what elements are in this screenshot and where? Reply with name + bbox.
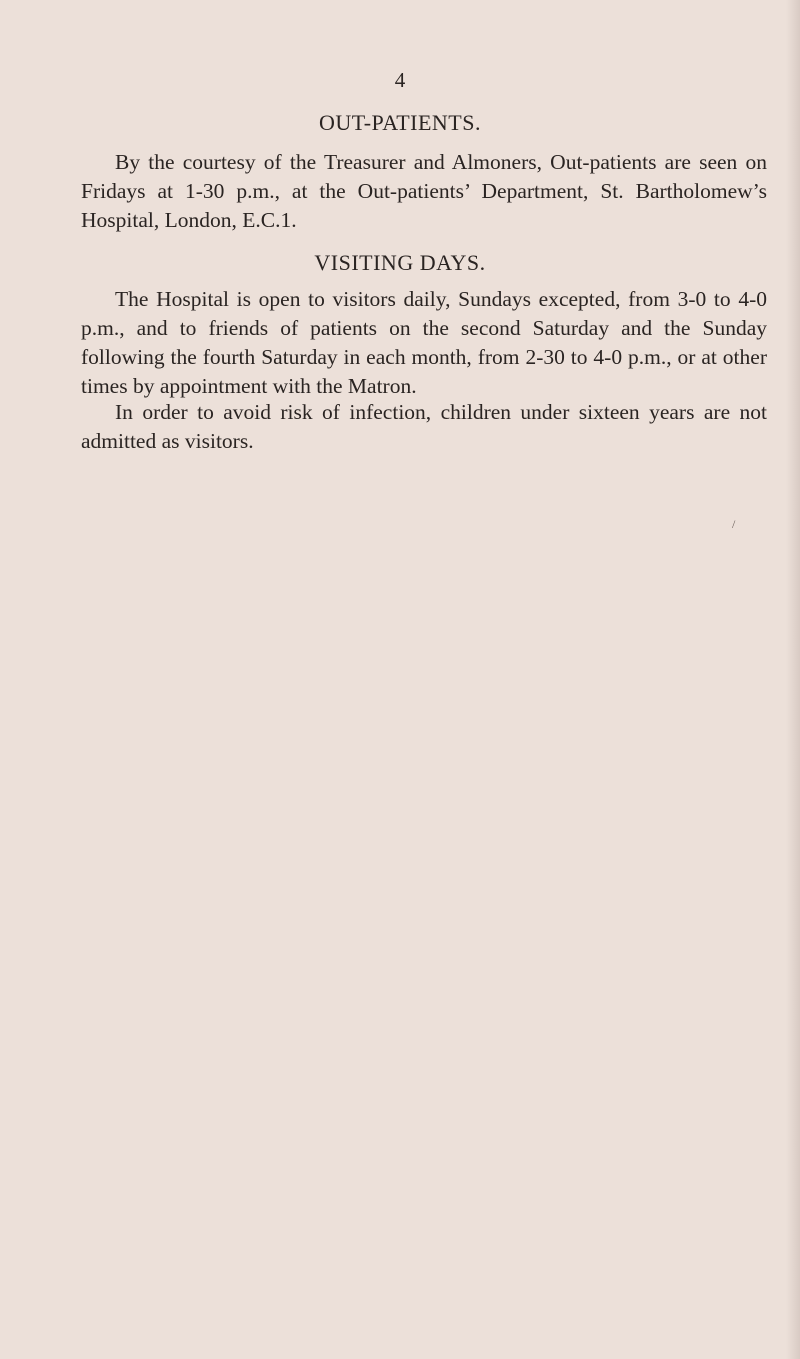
paragraph-visiting-hours: The Hospital is open to visitors daily, Sundays excepted, from 3-0 to 4-0 p.m., and to friends of patients on the second Saturday and the Sunday following the fourth Saturday in each month, from 2-30 to 4-0 p.m., or at other times by appointment with the Matron. [81, 287, 767, 398]
heading-out-patients: OUT-PATIENTS. [319, 110, 481, 135]
page-edge-shadow [786, 0, 800, 1359]
page-number: 4 [394, 68, 406, 92]
paragraph-out-patients: By the courtesy of the Treasurer and Almoners, Out-patients are seen on Fridays at 1-30 p.m., at the Out-patients’ Department, St. Bartholomew’s Hospital, London, E.C.1. [81, 150, 767, 232]
paragraph-children-restriction: In order to avoid risk of infection, children under sixteen years are not admitted as visitors. [81, 400, 767, 453]
stray-mark: / [732, 517, 736, 531]
heading-visiting-days: VISITING DAYS. [314, 250, 486, 275]
